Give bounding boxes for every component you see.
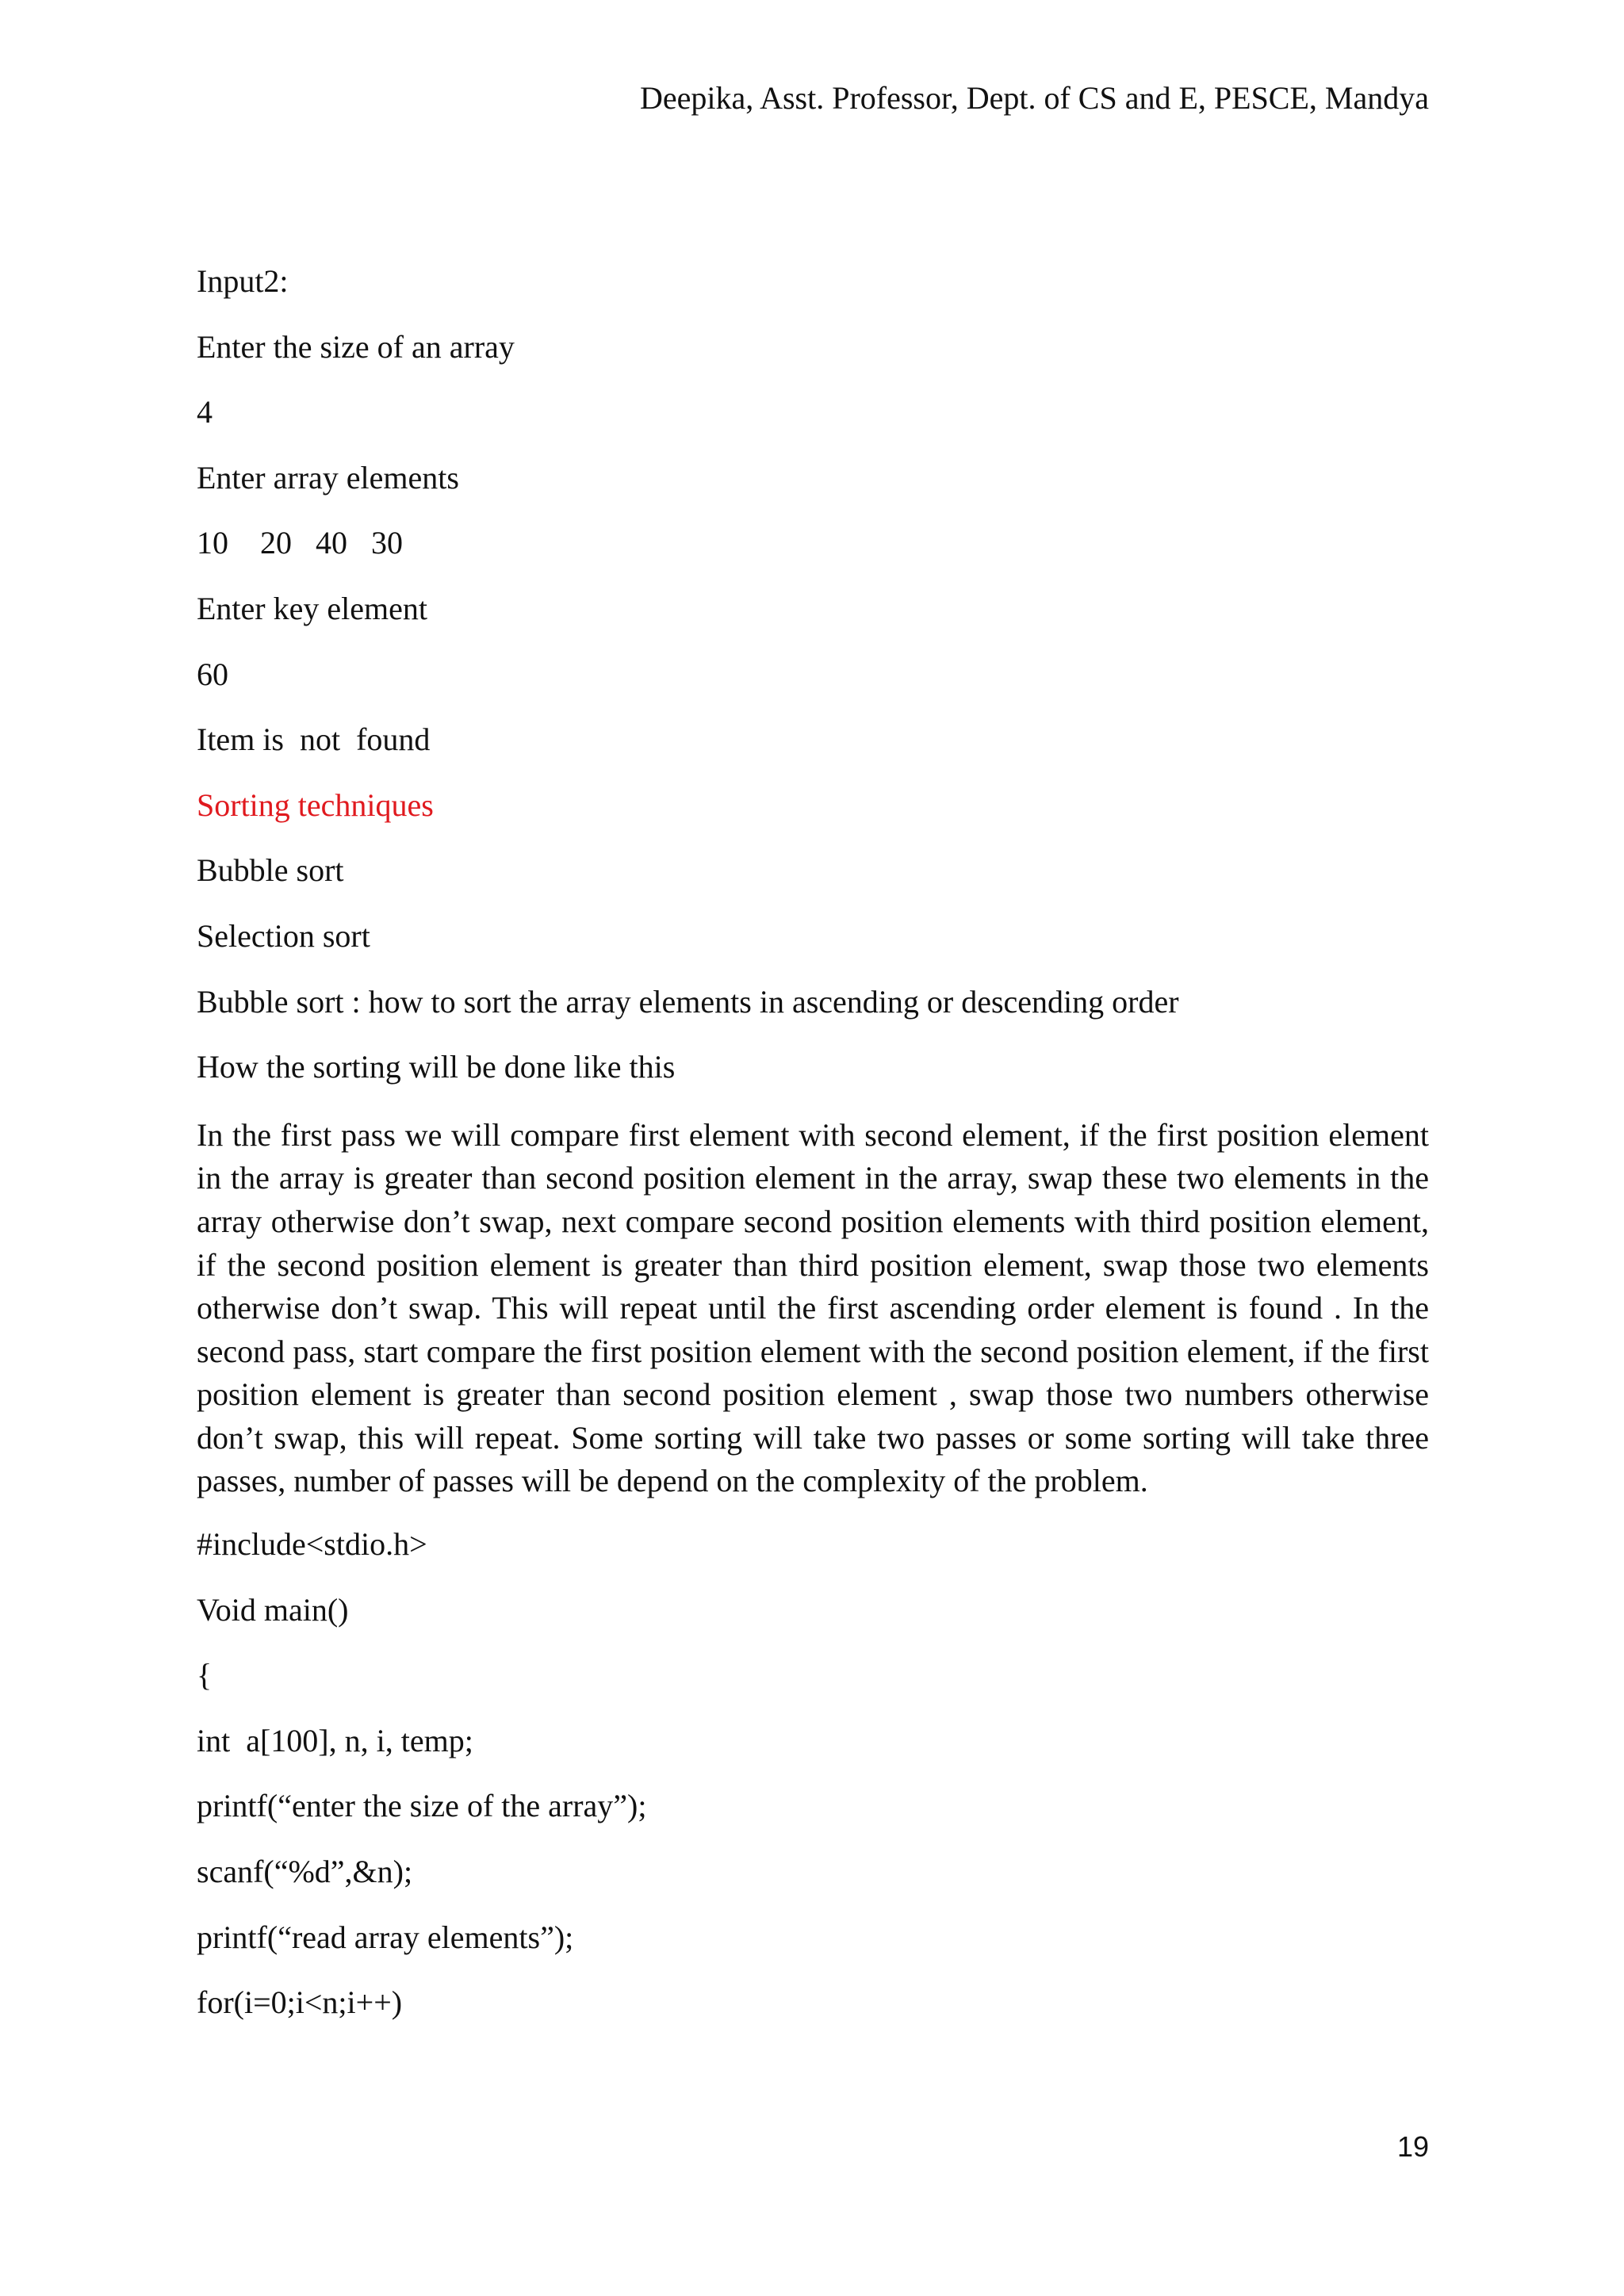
page-content: [197, 262, 1429, 2049]
explanation-paragraph: In the first pass we will compare first element with second element, if the first position element in the array is greater than second position element in the array, swap these two elements in the array otherwise don’t swap, next compare second position elements with third position element, if the second position element is greater than third position element, swap those two elements otherwise don’t swap. This will repeat until the first ascending order element is found . In the second pass, start compare the first position element with the second position element, if the first position element is greater than second position element , swap those two numbers otherwise don’t swap, this will repeat. Some sorting will take two passes or some sorting will take three passes, number of passes will be depend on the complexity of the problem.: [197, 1116, 1429, 1499]
text-line-key-value: 60: [197, 656, 228, 692]
code-line-main: Void main(): [197, 1591, 349, 1628]
text-line-selection-sort: Selection sort: [197, 917, 370, 954]
text-line-elements-values: 10 20 40 30: [197, 525, 403, 561]
text-line-bubble-sort: Bubble sort: [197, 852, 344, 889]
text-line-enter-elements: Enter array elements: [197, 459, 459, 496]
text-line-bubble-sort-definition: Bubble sort : how to sort the array elements in ascending or descending order: [197, 983, 1179, 1020]
page-header: Deepika, Asst. Professor, Dept. of CS and E, PESCE, Mandya: [640, 80, 1429, 116]
text-line-enter-size: Enter the size of an array: [197, 328, 515, 365]
code-line-include: #include<stdio.h>: [197, 1526, 427, 1563]
code-line-printf-elements: printf(“read array elements”);: [197, 1919, 574, 1955]
text-line-input2: Input2:: [197, 263, 289, 299]
code-line-printf-size: printf(“enter the size of the array”);: [197, 1788, 647, 1824]
text-line-size-value: 4: [197, 394, 213, 430]
text-line-enter-key: Enter key element: [197, 590, 427, 626]
text-line-how-sorting: How the sorting will be done like this: [197, 1049, 676, 1085]
code-line-scanf: scanf(“%d”,&n);: [197, 1854, 413, 1890]
page-number: 19: [1396, 2130, 1429, 2163]
section-heading: Sorting techniques: [197, 786, 434, 823]
code-line-for-loop: for(i=0;i<n;i++): [197, 1984, 403, 2021]
text-line-result: Item is not found: [197, 721, 431, 758]
code-line-open-brace: {: [197, 1657, 213, 1693]
code-line-declarations: int a[100], n, i, temp;: [197, 1722, 473, 1758]
